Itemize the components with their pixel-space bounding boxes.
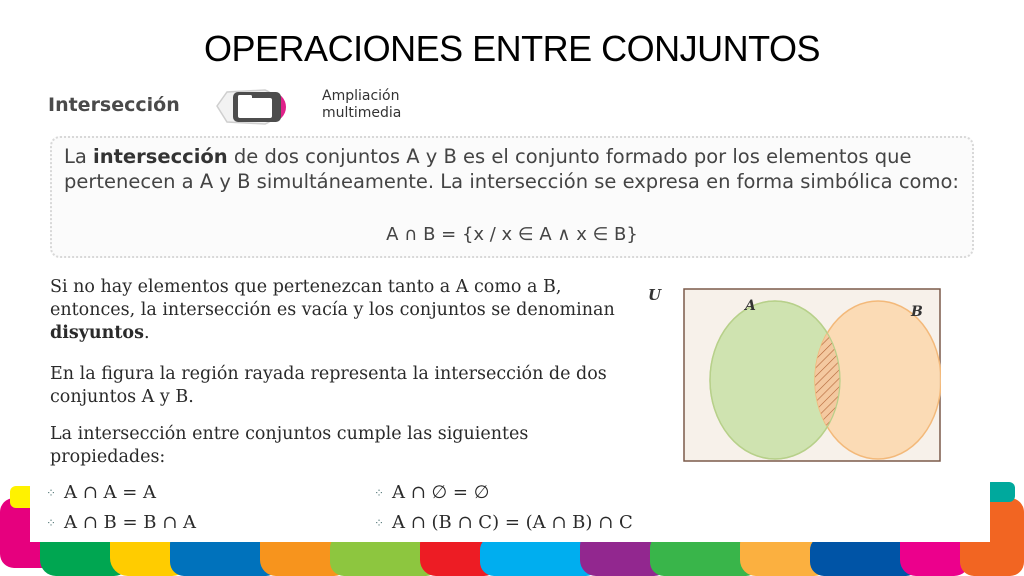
definition-box [50,136,974,258]
set-b-label: B [911,304,923,320]
property-item [374,512,633,533]
multimedia-icon[interactable] [205,86,295,126]
paragraph-disjoint-text: Si no hay elementos que pertenezcan tanto a A como a B, entonces, la intersección es vacía y los conjuntos se denominan [50,277,615,320]
paragraph-properties: La intersección entre conjuntos cumple las siguientes propiedades: [50,424,529,467]
property-text: A ∩ B = B ∩ A [64,512,197,533]
multimedia-link[interactable] [322,88,401,122]
paragraph-disjoint-end: . [143,323,150,343]
bullet-icon: ⁘ [46,486,57,500]
property-text: A ∩ (B ∩ C) = (A ∩ B) ∩ C [392,512,633,533]
universe-label: U [648,286,662,304]
paragraph-disjoint [50,276,635,345]
bullet-icon: ⁘ [374,486,385,500]
definition-term: intersección [93,145,228,168]
property-text: A ∩ ∅ = ∅ [392,482,490,503]
disjoint-term: disyuntos [50,323,144,343]
property-item [46,512,196,533]
property-item [374,482,489,503]
textbook-page [30,80,990,542]
property-text: A ∩ A = A [64,482,157,503]
multimedia-label-line1: Ampliación [322,88,400,104]
intersection-formula: A ∩ B = {x / x ∈ A ∧ x ∈ B} [386,224,638,245]
definition-text [64,144,964,194]
bullet-icon: ⁘ [374,516,385,530]
definition-rest: de dos conjuntos A y B es el conjunto formado por los elementos que pertenecen a A y B simultáneamente. La intersección se expresa en forma simbólica como: [64,145,959,193]
definition-prefix: La [64,145,94,168]
property-item [46,482,156,503]
set-a-label: A [745,298,756,314]
bullet-icon: ⁘ [46,516,57,530]
section-heading: Intersección [48,94,180,116]
venn-diagram [683,288,941,462]
paragraph-figure: En la figura la región rayada representa la intersección de dos conjuntos A y B. [50,364,607,407]
slide-title: OPERACIONES ENTRE CONJUNTOS [204,28,820,69]
multimedia-label-line2: multimedia [322,105,402,121]
